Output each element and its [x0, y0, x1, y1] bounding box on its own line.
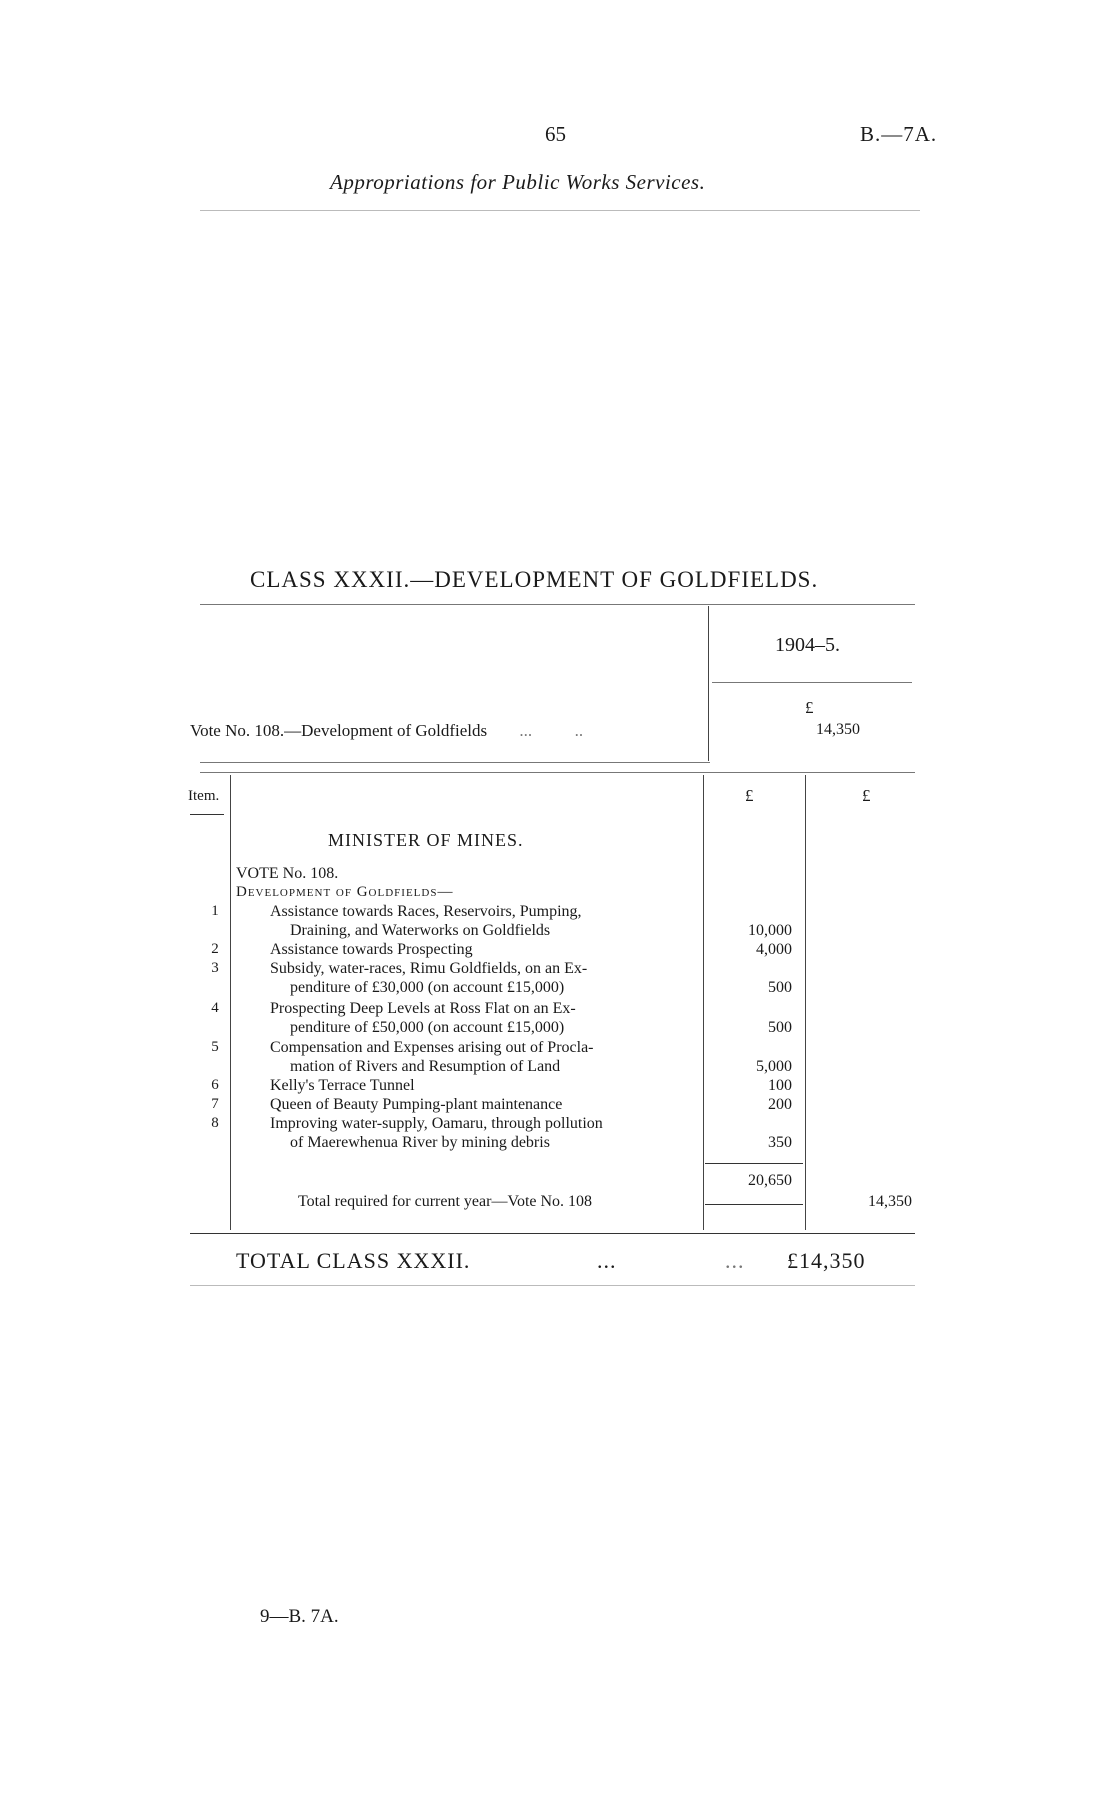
vote-number: VOTE No. 108. [236, 865, 339, 882]
summary-top-rule [200, 604, 915, 605]
item-description: mation of Rivers and Resumption of Land [290, 1058, 561, 1075]
document-reference: B.—7A. [860, 122, 938, 146]
minister-heading: MINISTER OF MINES. [328, 830, 524, 850]
item-description: Kelly's Terrace Tunnel [270, 1077, 415, 1094]
item-amount: 4,000 [756, 941, 792, 958]
col1-currency: £ [745, 786, 754, 805]
signature-mark: 9—B. 7A. [260, 1606, 339, 1627]
grand-total-label: TOTAL CLASS XXXII. [236, 1248, 471, 1273]
page-number: 65 [545, 122, 566, 146]
item-amount: 500 [768, 979, 792, 996]
total-required-amount: 14,350 [868, 1193, 912, 1210]
vote-summary-label [190, 721, 583, 741]
item-amount: 100 [768, 1077, 792, 1094]
table-top-rule [200, 772, 915, 773]
subtotal-rule [705, 1163, 803, 1164]
col2-currency: £ [862, 786, 871, 805]
item-amount: 10,000 [748, 922, 792, 939]
item-description: penditure of £30,000 (on account £15,000) [290, 979, 565, 996]
item-number: 6 [211, 1077, 219, 1093]
item-description: Improving water-supply, Oamaru, through pollution [270, 1115, 603, 1132]
summary-bottom-rule [200, 762, 710, 763]
item-number: 1 [211, 903, 219, 919]
year-underline [712, 682, 912, 683]
total-line-leader [705, 1204, 803, 1205]
grand-total-leader: ... [725, 1248, 745, 1273]
item-description: Compensation and Expenses arising out of Procla- [270, 1039, 594, 1056]
item-header-underline [190, 814, 224, 815]
item-number: 7 [211, 1096, 219, 1112]
vote-summary-leaders: ... .. [519, 721, 584, 740]
table-bottom-rule [190, 1233, 915, 1234]
subheading: Development of Goldfields— [236, 884, 454, 900]
col1-rule [703, 775, 704, 1230]
grand-total-rule [190, 1285, 915, 1286]
item-number: 4 [211, 1000, 219, 1016]
item-description: Prospecting Deep Levels at Ross Flat on an Ex- [270, 1000, 576, 1017]
item-number: 2 [211, 941, 219, 957]
subtotal-amount: 20,650 [748, 1172, 792, 1189]
item-description: of Maerewhenua River by mining debris [290, 1134, 550, 1151]
item-column-rule [230, 775, 231, 1230]
item-number: 5 [211, 1039, 219, 1055]
item-amount: 500 [768, 1019, 792, 1036]
item-column-header: Item. [188, 788, 220, 804]
col2-rule [805, 775, 806, 1230]
summary-divider [708, 606, 709, 761]
running-title: Appropriations for Public Works Services. [330, 170, 706, 194]
class-title: CLASS XXXII.—DEVELOPMENT OF GOLDFIELDS. [250, 567, 819, 592]
vote-summary-text: Vote No. 108.—Development of Goldfields [190, 721, 488, 740]
grand-total-leader: ... [597, 1248, 617, 1273]
item-description: Assistance towards Prospecting [270, 941, 473, 958]
item-description: Subsidy, water-races, Rimu Goldfields, on an Ex- [270, 960, 588, 977]
item-amount: 5,000 [756, 1058, 792, 1075]
summary-currency: £ [805, 698, 814, 717]
item-description: penditure of £50,000 (on account £15,000) [290, 1019, 565, 1036]
item-number: 8 [211, 1115, 219, 1131]
grand-total-amount: £14,350 [787, 1248, 866, 1273]
item-number: 3 [211, 960, 219, 976]
header-rule [200, 210, 920, 211]
item-amount: 200 [768, 1096, 792, 1113]
item-description: Assistance towards Races, Reservoirs, Pumping, [270, 903, 582, 920]
vote-summary-amount: 14,350 [816, 721, 860, 738]
item-description: Queen of Beauty Pumping-plant maintenance [270, 1096, 563, 1113]
total-required-label: Total required for current year—Vote No. 108 [298, 1193, 593, 1210]
year-label: 1904–5. [775, 634, 840, 656]
item-description: Draining, and Waterworks on Goldfields [290, 922, 551, 939]
item-amount: 350 [768, 1134, 792, 1151]
